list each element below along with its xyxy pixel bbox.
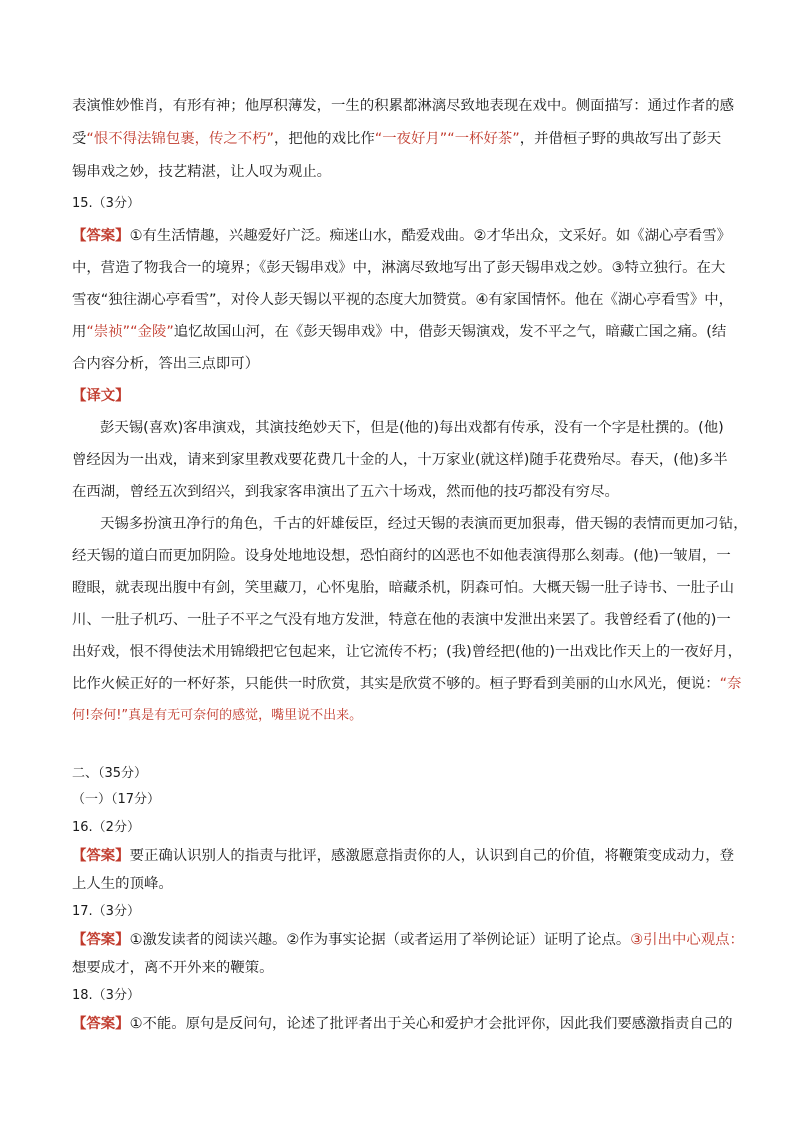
q16-answer-line-1 (72, 846, 734, 866)
translation-p2-line-7: 何!奈何!”真是有无可奈何的感觉，嘴里说不出来。 (72, 708, 363, 723)
translation-p2-line-5: 出好戏，恨不得使法术用锦缎把它包起来，让它流传不朽；(我)曾经把(他的)一出戏比作天上的一夜好月， (72, 644, 743, 660)
translation-p1-line-1: 彭天锡(喜欢)客串演戏，其演技绝妙天下，但是(他的)每出戏都有传承，没有一个字是杜撰的。(他) (100, 420, 724, 436)
quote-highlight: “崇祯”“金陵” (86, 324, 174, 340)
question-18-title: 18.（3分） (72, 988, 140, 1003)
analysis-line-3: 锡串戏之妙，技艺精湛，让人叹为观止。 (72, 164, 332, 180)
answer-tag: 【答案】 (72, 228, 130, 244)
analysis-line-2 (72, 129, 721, 149)
q15-answer-line-1 (72, 226, 731, 246)
q15-answer-line-3: 雪夜“独往湖心亭看雪”，对伶人彭天锡以平视的态度大加赞赏。④有家国情怀。他在《湖心亭看雪》中， (72, 292, 734, 308)
translation-tag: 【译文】 (72, 388, 130, 404)
answer-text: 追忆故国山河，在《彭天锡串戏》中，借彭天锡演戏，发不平之气，暗藏亡国之痛。(结 (173, 324, 727, 340)
analysis-text: 受 (72, 131, 87, 147)
translation-p1-line-3: 在西湖，曾经五次到绍兴，到我家客串演出了五六十场戏，然而他的技巧都没有穷尽。 (72, 484, 619, 500)
quote-highlight: “一夜好月”“一杯好茶” (374, 131, 520, 147)
answer-text: 用 (72, 324, 87, 340)
analysis-text: ，把他的戏比作 (274, 131, 375, 147)
analysis-line-1: 表演惟妙惟肖，有形有神；他厚积薄发，一生的积累都淋漓尽致地表现在戏中。侧面描写：通过作者的感 (72, 98, 734, 114)
q18-answer-line-1 (72, 1014, 733, 1034)
answer-tag: 【答案】 (72, 848, 130, 864)
quote-highlight: ③引出中心观点： (630, 932, 744, 948)
question-16-title: 16.（2分） (72, 820, 140, 835)
analysis-text: ，并借桓子野的典故写出了彭天 (519, 131, 722, 147)
translation-p2-line-4: 川、一肚子机巧、一肚子不平之气没有地方发泄，特意在他的表演中发泄出来罢了。我曾经看了(他的)一 (72, 612, 731, 628)
translation-p2-line-6 (72, 674, 741, 694)
section-2-title: 二、（35分） (72, 766, 148, 781)
q15-answer-line-2: 中，营造了物我合一的境界；《彭天锡串戏》中，淋漓尽致地写出了彭天锡串戏之妙。③特立独行。在大 (72, 260, 726, 276)
q15-answer-line-4 (72, 322, 726, 342)
translation-p2-line-2: 经天锡的道白而更加阴险。设身处地地设想，恐怕商纣的凶恶也不如他表演得那么刻毒。(他)一皱眉，一 (72, 548, 731, 564)
question-17-title: 17.（3分） (72, 904, 140, 919)
translation-text: 比作火候正好的一杯好茶，只能供一时欣赏，其实是欣赏不够的。桓子野看到美丽的山水风光，便说： (72, 676, 720, 692)
q17-answer-line-1 (72, 930, 744, 950)
translation-p2-line-1: 天锡多扮演丑净行的角色，千古的奸雄佞臣，经过天锡的表演而更加狠毒，借天锡的表情而更加刁钻， (100, 516, 748, 532)
quote-highlight: “奈 (719, 676, 742, 692)
section-2-sub: （一）（17分） (72, 792, 161, 807)
answer-tag: 【答案】 (72, 932, 130, 948)
answer-text: ①激发读者的阅读兴趣。②作为事实论据（或者运用了举例论证）证明了论点。 (129, 932, 631, 948)
answer-tag: 【答案】 (72, 1016, 130, 1032)
q16-answer-line-2: 上人生的顶峰。 (72, 876, 173, 892)
q17-answer-line-2: 想要成才，离不开外来的鞭策。 (72, 960, 274, 976)
answer-text: ①有生活情趣，兴趣爱好广泛。痴迷山水，酷爱戏曲。②才华出众，文采好。如《湖心亭看雪》 (129, 228, 732, 244)
quote-highlight: “恨不得法锦包裹，传之不朽” (86, 131, 275, 147)
answer-text: ①不能。原句是反问句，论述了批评者出于关心和爱护才会批评你，因此我们要感激指责自己的 (129, 1016, 733, 1032)
translation-p2-line-3: 瞪眼，就表现出腹中有剑，笑里藏刀，心怀鬼胎，暗藏杀机，阴森可怕。大概天锡一肚子诗书、一肚子山 (72, 580, 734, 596)
q15-answer-line-5: 合内容分析，答出三点即可） (72, 356, 260, 372)
question-15-title: 15.（3分） (72, 196, 140, 211)
answer-text: 要正确认识别人的指责与批评，感激愿意指责你的人，认识到自己的价值，将鞭策变成动力，登 (129, 848, 734, 864)
translation-p1-line-2: 曾经因为一出戏，请来到家里教戏要花费几十金的人，十万家业(就这样)随手花费殆尽。春天，(他)多半 (72, 452, 728, 468)
